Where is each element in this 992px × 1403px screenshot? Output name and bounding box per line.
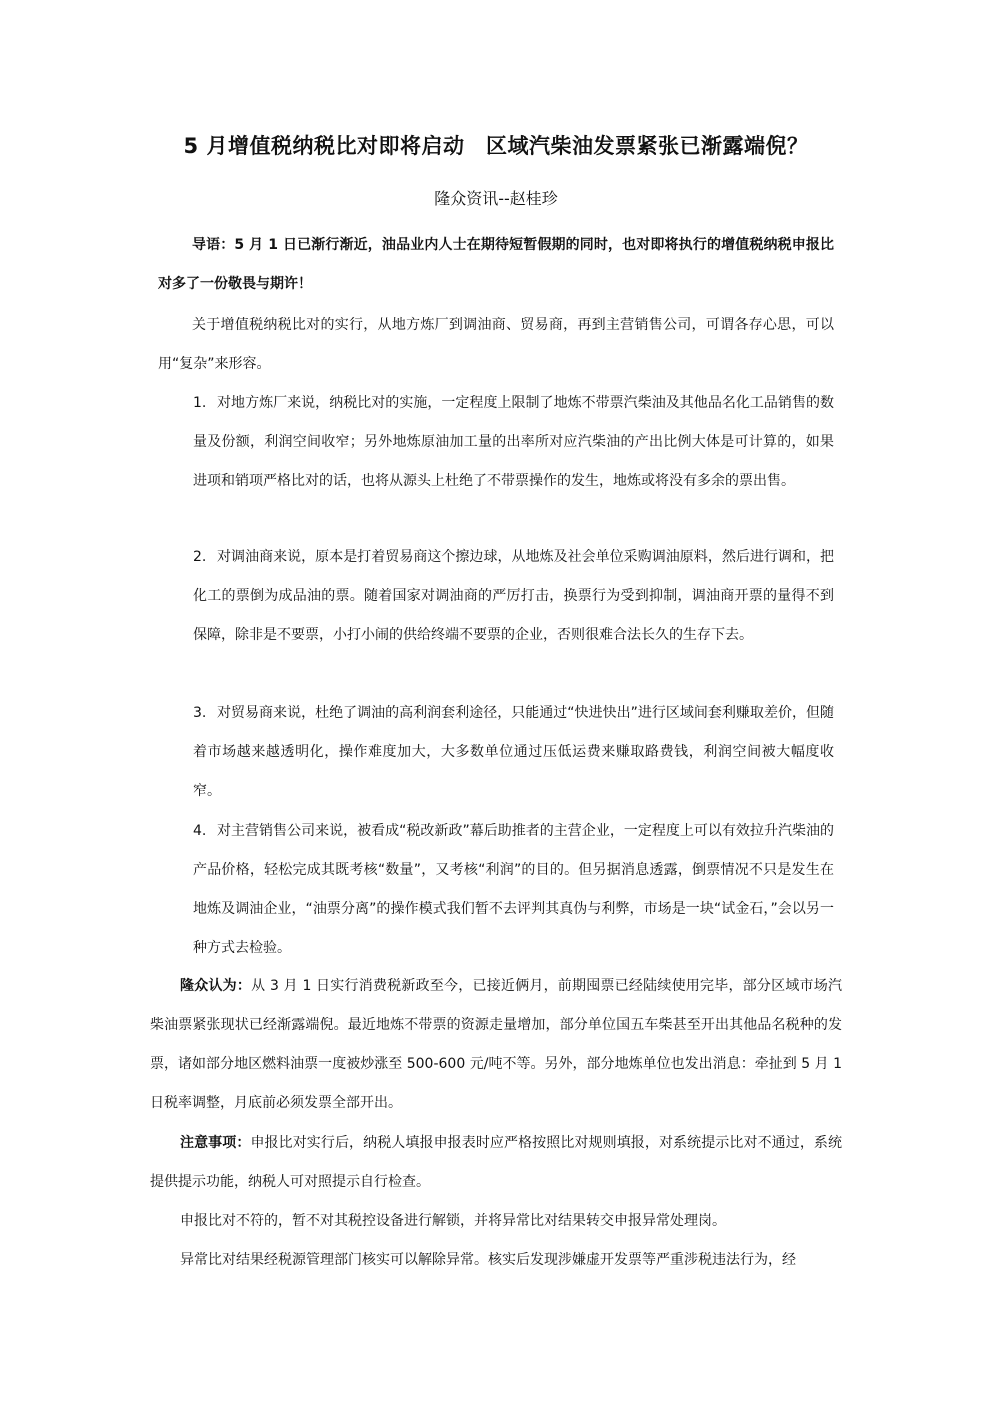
note-label: 注意事项： [180,1135,251,1151]
list-item-number: 4. [193,823,207,839]
list-item [193,384,834,501]
note-text: 申报比对实行后，纳税人填报申报表时应严格按照比对规则填报，对系统提示比对不通过，系统提供提示功能，纳税人可对照提示自行检查。 [150,1135,843,1190]
list-item-number: 1. [193,395,207,411]
body-paragraph: 申报比对不符的，暂不对其税控设备进行解锁，并将异常比对结果转交申报异常处理岗。 [180,1213,726,1229]
list-item [193,538,834,655]
document-title: 5 月增值税纳税比对即将启动 区域汽柴油发票紧张已渐露端倪？ [183,134,809,158]
list-item-text: 对主营销售公司来说，被看成“税改新政”幕后助推者的主营企业，一定程度上可以有效拉升汽柴油的产品价格，轻松完成其既考核“数量”，又考核“利润”的目的。但另据消息透露，倒票情况不只是发生在地炼及调油企业，“油票分离”的操作模式我们暂不去评判其真伪与利弊，市场是一块“试金石，”会以另一种方式去检验。 [193,823,834,956]
author-line: 隆众资讯--赵桂珍 [434,189,558,208]
list-item-text: 对贸易商来说，杜绝了调油的高利润套利途径，只能通过“快进快出”进行区域间套利赚取差价，但随着市场越来越透明化，操作难度加大，大多数单位通过压低运费来赚取路费钱，利润空间被大幅度收窄。 [193,705,834,799]
intro-paragraph: 关于增值税纳税比对的实行，从地方炼厂到调油商、贸易商，再到主营销售公司，可谓各存心思，可以用“复杂”来形容。 [158,317,834,372]
list-item-number: 3. [193,705,207,721]
list-item-number: 2. [193,549,207,565]
body-paragraph: 异常比对结果经税源管理部门核实可以解除异常。核实后发现涉嫌虚开发票等严重涉税违法行为，经 [180,1252,796,1268]
list-item-text: 对地方炼厂来说，纳税比对的实施，一定程度上限制了地炼不带票汽柴油及其他品名化工品销售的数量及份额，利润空间收窄；另外地炼原油加工量的出率所对应汽柴油的产出比例大体是可计算的，如果进项和销项严格比对的话，也将从源头上杜绝了不带票操作的发生，地炼或将没有多余的票出售。 [193,395,834,489]
list-item [193,694,834,811]
list-item-text: 对调油商来说，原本是打着贸易商这个擦边球，从地炼及社会单位采购调油原料，然后进行调和，把化工的票倒为成品油的票。随着国家对调油商的严厉打击，换票行为受到抑制，调油商开票的量得不到保障，除非是不要票，小打小闹的供给终端不要票的企业，否则很难合法长久的生存下去。 [193,549,834,643]
list-item [193,812,834,968]
view-label: 隆众认为： [180,978,252,994]
view-paragraph [150,967,842,1123]
view-text: 从 3 月 1 日实行消费税新政至今，已接近俩月，前期囤票已经陆续使用完毕，部分区域市场汽柴油票紧张现状已经渐露端倪。最近地炼不带票的资源走量增加，部分单位国五车柴甚至开出其他品名税种的发票，诸如部分地区燃料油票一度被炒涨至 500-600 元/吨不等。另外，部分地炼单位也发出消息：牵扯到 5 月 1 日税率调整，月底前必须发票全部开出。 [150,978,842,1111]
lead-paragraph: 导语：5 月 1 日已渐行渐近，油品业内人士在期待短暂假期的同时，也对即将执行的增值税纳税申报比对多了一份敬畏与期许！ [158,237,834,292]
note-paragraph [150,1124,842,1202]
